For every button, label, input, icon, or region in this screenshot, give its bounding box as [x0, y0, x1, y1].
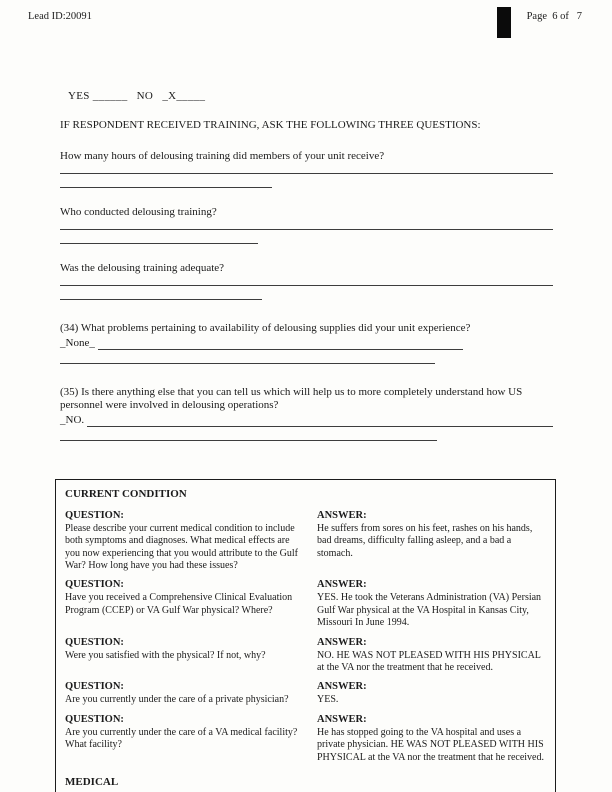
answer-text: YES. He took the Veterans Administration (VA) Persian Gulf War physical at the VA Hospital in Kansas City, Missouri In June 1994. [317, 592, 542, 629]
answer-label: ANSWER: [317, 579, 367, 591]
question-cell [65, 636, 303, 675]
page-header [0, 0, 612, 22]
answer-text: He has stopped going to the VA hospital and uses a private physician. HE WAS NOT PLEASED WITH HIS PHYSICAL at the VA nor the treatment that he received. [317, 726, 544, 763]
answer-label: ANSWER: [317, 713, 367, 725]
question-text: Who conducted delousing training? [60, 205, 217, 218]
question-text: How many hours of delousing training did members of your unit receive? [60, 149, 385, 162]
question-label: QUESTION: [65, 681, 124, 693]
question-text: Please describe your current medical condition to include both symptoms and diagnoses. What medical effects are you now experiencing that you would attribute to the Gulf War? How long have you had these issues? [65, 522, 299, 571]
answer-line [60, 229, 553, 230]
question-34 [60, 322, 553, 364]
training-question-hours [60, 150, 553, 188]
question-cell [65, 578, 303, 629]
answer-label: ANSWER: [317, 509, 367, 521]
answer-row-34 [60, 336, 463, 350]
answer-label: ANSWER: [317, 636, 367, 648]
page-number: Page 6 of 7 [526, 11, 582, 22]
question-35 [60, 386, 553, 441]
training-question-adequacy [60, 262, 553, 300]
answer-cell [317, 713, 545, 764]
question-label: QUESTION: [65, 579, 124, 591]
qa-grid [65, 509, 545, 764]
answer-line [60, 285, 553, 286]
question-text: (34) What problems pertaining to availability of delousing supplies did your unit experience? [60, 321, 471, 334]
training-question-conductor [60, 206, 553, 244]
section-footer: MEDICAL [65, 775, 119, 788]
yes-no-response: YES ______ NO _X_____ [68, 90, 206, 102]
answer-text: _None_ [60, 336, 95, 349]
answer-line [98, 349, 463, 350]
question-cell [65, 509, 303, 573]
scan-artifact [497, 7, 511, 38]
question-text: Was the delousing training adequate? [60, 261, 225, 274]
current-condition-section [55, 479, 556, 792]
answer-text: He suffers from sores on his feet, rashes on his hands, bad dreams, difficulty falling asleep, and a bad a stomach. [317, 522, 533, 559]
question-label: QUESTION: [65, 636, 124, 648]
form-body [60, 90, 553, 441]
question-text: Are you currently under the care of a VA medical facility? What facility? [65, 726, 298, 751]
answer-line [60, 440, 437, 441]
question-text: Have you received a Comprehensive Clinical Evaluation Program (CCEP) or VA Gulf War physical? Where? [65, 592, 293, 616]
answer-line [60, 363, 435, 364]
question-label: QUESTION: [65, 509, 124, 521]
section-title: CURRENT CONDITION [65, 487, 187, 500]
answer-cell [317, 578, 545, 629]
answer-line [60, 243, 258, 244]
answer-text: YES. [317, 694, 339, 706]
question-text: Were you satisfied with the physical? If not, why? [65, 649, 266, 661]
answer-cell [317, 636, 545, 675]
answer-text: _NO. [60, 413, 85, 426]
answer-text: NO. HE WAS NOT PLEASED WITH HIS PHYSICAL at the VA nor the treatment that he received. [317, 649, 541, 673]
answer-row-35 [60, 413, 553, 427]
answer-cell [317, 680, 545, 706]
question-label: QUESTION: [65, 713, 124, 725]
answer-line [60, 187, 272, 188]
question-text: (35) Is there anything else that you can tell us which will help us to more completely understand how US personnel were involved in delousing operations? [60, 385, 523, 411]
question-text: Are you currently under the care of a private physician? [65, 694, 289, 706]
answer-label: ANSWER: [317, 681, 367, 693]
answer-line [87, 426, 553, 427]
answer-line [60, 173, 553, 174]
question-cell [65, 680, 303, 706]
interviewer-instruction: IF RESPONDENT RECEIVED TRAINING, ASK THE FOLLOWING THREE QUESTIONS: [60, 118, 481, 131]
answer-line [60, 299, 262, 300]
lead-id: Lead ID:20091 [28, 11, 92, 22]
question-cell [65, 713, 303, 764]
answer-cell [317, 509, 545, 573]
